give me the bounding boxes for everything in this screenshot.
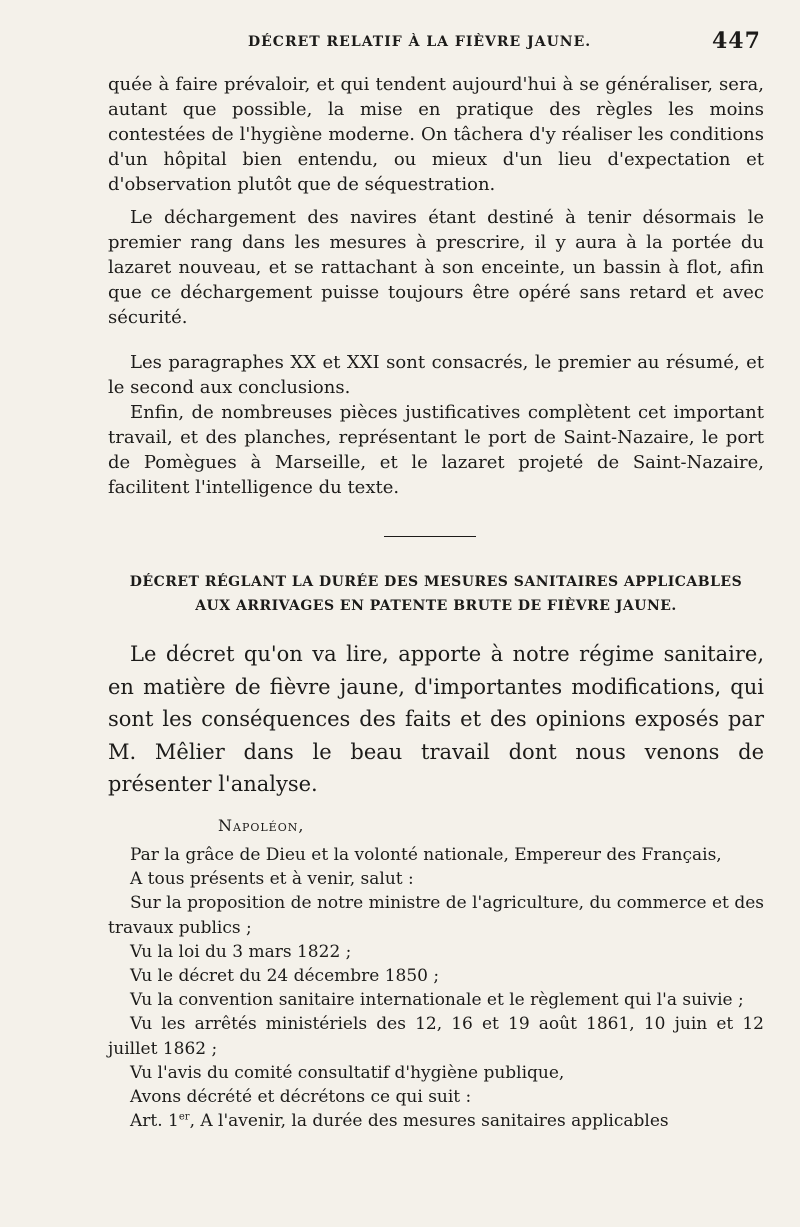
article-1 — [108, 1109, 764, 1133]
decree-line-3: Sur la proposition de notre ministre de l'agriculture, du commerce et des travaux publics ; — [108, 893, 764, 938]
paragraph-2-block — [108, 205, 764, 330]
paragraph-1-block — [108, 72, 764, 197]
section-title-line-1: DÉCRET RÉGLANT LA DURÉE DES MESURES SANITAIRES APPLICABLES — [129, 574, 743, 590]
paragraph-4: Enfin, de nombreuses pièces justificatives complètent cet important travail, et des planches, représentant le port de Saint-Nazaire, le port de Pomègues à Marseille, et le lazaret projeté de Saint-Nazaire, facilitent l'intelligence du texte. — [108, 402, 764, 498]
paragraph-3-block — [108, 350, 764, 400]
running-title: DÉCRET RELATIF À LA FIÈVRE JAUNE. — [248, 34, 592, 50]
paragraph-4-block — [108, 400, 764, 500]
section-title-line-2: AUX ARRIVAGES EN PATENTE BRUTE DE FIÈVRE JAUNE. — [195, 598, 677, 614]
decree-line-7: Vu les arrêtés ministériels des 12, 16 et 19 août 1861, 10 juin et 12 juillet 1862 ; — [108, 1014, 764, 1059]
paragraph-2: Le déchargement des navires étant destiné à tenir désormais le premier rang dans les mesures à prescrire, il y aura à la portée du lazaret nouveau, et se rattachant à son enceinte, un bassin à flot, afin que ce déchargement puisse toujours être opéré sans retard et avec sécurité. — [108, 207, 764, 328]
decree-body — [108, 843, 764, 1133]
page-header — [0, 28, 800, 64]
decree-line-6: Vu la convention sanitaire internationale et le règlement qui l'a suivie ; — [130, 990, 744, 1011]
decree-line-1: Par la grâce de Dieu et la volonté nationale, Empereur des Français, — [130, 845, 722, 865]
decree-line-2: A tous présents et à venir, salut : — [130, 869, 414, 890]
decree-line-8: Vu l'avis du comité consultatif d'hygiène publique, — [130, 1062, 565, 1083]
section-intro: Le décret qu'on va lire, apporte à notre régime sanitaire, en matière de fièvre jaune, d'importantes modifications, qui sont les conséquences des faits et des opinions exposés par M. Mêlier dans le beau travail dont nous venons de présenter l'analyse. — [108, 642, 764, 796]
paragraph-1: quée à faire prévaloir, et qui tendent aujourd'hui à se généraliser, sera, autant que possible, la mise en pratique des règles les moins contestées de l'hygiène moderne. On tâchera d'y réaliser les conditions d'un hôpital bien entendu, ou mieux d'un lieu d'expectation et d'observation plutôt que de séquestration. — [108, 74, 764, 195]
decree-line-4: Vu la loi du 3 mars 1822 ; — [130, 941, 352, 962]
article-label: Art. 1 — [130, 1111, 179, 1132]
article-text: , A l'avenir, la durée des mesures sanitaires applicables — [189, 1111, 669, 1132]
page-number: 447 — [712, 28, 761, 54]
article-ordinal: er — [178, 1111, 190, 1123]
paragraph-3: Les paragraphes XX et XXI sont consacrés, le premier au résumé, et le second aux conclusions. — [108, 352, 764, 398]
section-divider — [384, 536, 476, 537]
decree-line-9: Avons décrété et décrétons ce qui suit : — [130, 1087, 472, 1108]
decree-line-5: Vu le décret du 24 décembre 1850 ; — [130, 966, 440, 987]
signatory: Napoléon, — [218, 816, 305, 835]
section-title — [108, 570, 764, 618]
